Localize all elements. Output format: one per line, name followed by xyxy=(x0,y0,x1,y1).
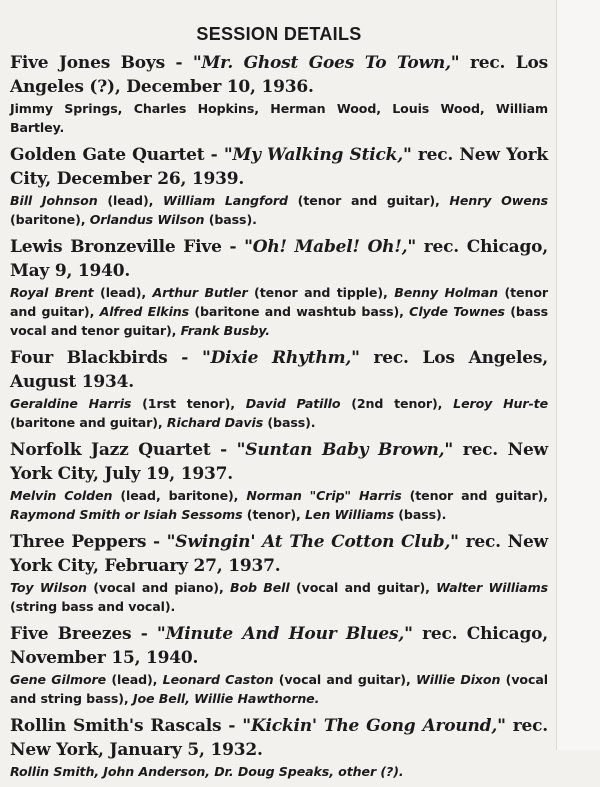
musician-name: Alfred Elkins xyxy=(99,304,190,319)
role-text: (baritone and washtub bass), xyxy=(189,304,410,319)
group-name: Golden Gate Quartet xyxy=(10,145,205,165)
personnel xyxy=(10,486,548,524)
role-text: (vocal and guitar), xyxy=(289,580,437,595)
personnel xyxy=(10,394,548,432)
musician-name: Willie Dixon xyxy=(415,672,501,687)
personnel xyxy=(10,762,548,781)
song-title: "My Walking Stick," xyxy=(223,145,412,165)
recording-info: rec. New York, January 5, 1932. xyxy=(10,716,548,760)
role-text: (vocal and piano), xyxy=(86,580,230,595)
session-details-page xyxy=(10,24,548,787)
recording-info: rec. New York City, December 26, 1939. xyxy=(10,145,549,189)
song-title: "Swingin' At The Cotton Club," xyxy=(166,532,459,552)
musician-name: Rollin Smith, John Anderson, Dr. Doug Speaks, other (?). xyxy=(10,764,404,779)
session-heading: Golden Gate Quartet - "My Walking Stick," rec. New York City, December 26, 1939. xyxy=(10,145,549,189)
musician-name: Benny Holman xyxy=(394,285,498,300)
role-text: (2nd tenor), xyxy=(340,396,454,411)
musician-name: Gene Gilmore xyxy=(10,672,107,687)
song-title: "Oh! Mabel! Oh!," xyxy=(244,237,416,257)
role-text: (vocal and string bass), xyxy=(10,672,548,706)
role-text: (baritone), xyxy=(10,212,90,227)
song-title: "Dixie Rhythm," xyxy=(201,348,360,368)
musician-name: Toy Wilson xyxy=(10,580,87,595)
musician-name: Norman "Crip" Harris xyxy=(246,488,402,503)
role-text: (lead, baritone), xyxy=(112,488,247,503)
musician-name: William Langford xyxy=(163,193,288,208)
session-heading: Lewis Bronzeville Five - "Oh! Mabel! Oh!," rec. Chicago, May 9, 1940. xyxy=(10,237,549,281)
musician-name: David Patillo xyxy=(245,396,341,411)
musician-name: Geraldine Harris xyxy=(10,396,132,411)
role-text: (bass vocal and tenor guitar), xyxy=(10,304,549,338)
musician-name: Bill Johnson xyxy=(10,193,98,208)
musician-name: Richard Davis xyxy=(166,415,264,430)
musician-name: Leroy Hur-te xyxy=(453,396,549,411)
group-name: Rollin Smith's Rascals xyxy=(10,716,222,736)
session-heading: Rollin Smith's Rascals - "Kickin' The Gong Around," rec. New York, January 5, 1932. xyxy=(10,716,548,760)
group-name: Three Peppers xyxy=(10,532,147,552)
musician-name: Orlandus Wilson xyxy=(89,212,205,227)
session-list xyxy=(10,51,548,781)
recording-info: rec. Chicago, May 9, 1940. xyxy=(10,237,549,281)
role-text: (bass). xyxy=(204,212,257,227)
song-title: "Suntan Baby Brown," xyxy=(236,440,454,460)
role-text: (baritone and guitar), xyxy=(10,415,167,430)
recording-info: rec. New York City, February 27, 1937. xyxy=(10,532,548,576)
session-entry xyxy=(10,235,548,340)
role-text: (lead), xyxy=(93,285,153,300)
session-heading: Three Peppers - "Swingin' At The Cotton Club," rec. New York City, February 27, 1937. xyxy=(10,532,548,576)
personnel xyxy=(10,578,548,616)
musician-name: Bob Bell xyxy=(229,580,290,595)
musician-name: Leonard Caston xyxy=(162,672,274,687)
recording-info: rec. New York City, July 19, 1937. xyxy=(10,440,548,484)
role-text: (1rst tenor), xyxy=(131,396,246,411)
group-name: Five Breezes xyxy=(10,624,132,644)
musician-name: Henry Owens xyxy=(449,193,548,208)
session-heading: Norfolk Jazz Quartet - "Suntan Baby Brown," rec. New York City, July 19, 1937. xyxy=(10,440,548,484)
song-title: "Mr. Ghost Goes To Town," xyxy=(192,53,460,73)
personnel xyxy=(10,99,548,137)
musician-name: Melvin Colden xyxy=(10,488,113,503)
musician-name: Frank Busby. xyxy=(180,323,270,338)
personnel xyxy=(10,670,548,708)
group-name: Five Jones Boys xyxy=(10,53,165,73)
musician-name: Walter Williams xyxy=(436,580,548,595)
page-margin xyxy=(556,0,600,750)
recording-info: rec. Chicago, November 15, 1940. xyxy=(10,624,549,668)
group-name: Lewis Bronzeville Five xyxy=(10,237,222,257)
role-text: (tenor and guitar), xyxy=(287,193,450,208)
role-text: (bass). xyxy=(263,415,316,430)
musician-name: Royal Brent xyxy=(10,285,94,300)
role-text: (tenor and guitar), xyxy=(401,488,548,503)
role-text: Jimmy Springs, Charles Hopkins, Herman Wood, Louis Wood, William Bartley. xyxy=(10,101,548,135)
session-entry xyxy=(10,530,548,616)
musician-name: Clyde Townes xyxy=(409,304,505,319)
role-text: (lead), xyxy=(106,672,163,687)
session-entry xyxy=(10,714,548,781)
musician-name: Arthur Butler xyxy=(152,285,248,300)
recording-info: rec. Los Angeles, August 1934. xyxy=(10,348,548,392)
personnel xyxy=(10,191,548,229)
session-heading: Five Breezes - "Minute And Hour Blues," rec. Chicago, November 15, 1940. xyxy=(10,624,549,668)
session-heading: Four Blackbirds - "Dixie Rhythm," rec. Los Angeles, August 1934. xyxy=(10,348,548,392)
group-name: Four Blackbirds xyxy=(10,348,168,368)
role-text: (string bass and vocal). xyxy=(10,599,176,614)
recording-info: rec. Los Angeles (?), December 10, 1936. xyxy=(10,53,549,97)
group-name: Norfolk Jazz Quartet xyxy=(10,440,211,460)
role-text: (tenor and guitar), xyxy=(10,285,548,319)
role-text: (lead), xyxy=(97,193,164,208)
page-title: SESSION DETAILS xyxy=(196,24,362,44)
session-entry xyxy=(10,143,548,229)
song-title: "Minute And Hour Blues," xyxy=(156,624,413,644)
song-title: "Kickin' The Gong Around," xyxy=(242,716,506,736)
session-heading: Five Jones Boys - "Mr. Ghost Goes To Town," rec. Los Angeles (?), December 10, 1936. xyxy=(10,53,549,97)
musician-name: Raymond Smith or Isiah Sessoms xyxy=(10,507,243,522)
role-text: (bass). xyxy=(393,507,447,522)
personnel xyxy=(10,283,548,340)
session-entry xyxy=(10,346,548,432)
session-entry xyxy=(10,622,548,708)
role-text: (tenor), xyxy=(242,507,305,522)
session-entry xyxy=(10,51,548,137)
musician-name: Joe Bell, Willie Hawthorne. xyxy=(132,691,320,706)
musician-name: Len Williams xyxy=(304,507,394,522)
role-text: (tenor and tipple), xyxy=(247,285,395,300)
role-text: (vocal and guitar), xyxy=(273,672,416,687)
session-entry xyxy=(10,438,548,524)
